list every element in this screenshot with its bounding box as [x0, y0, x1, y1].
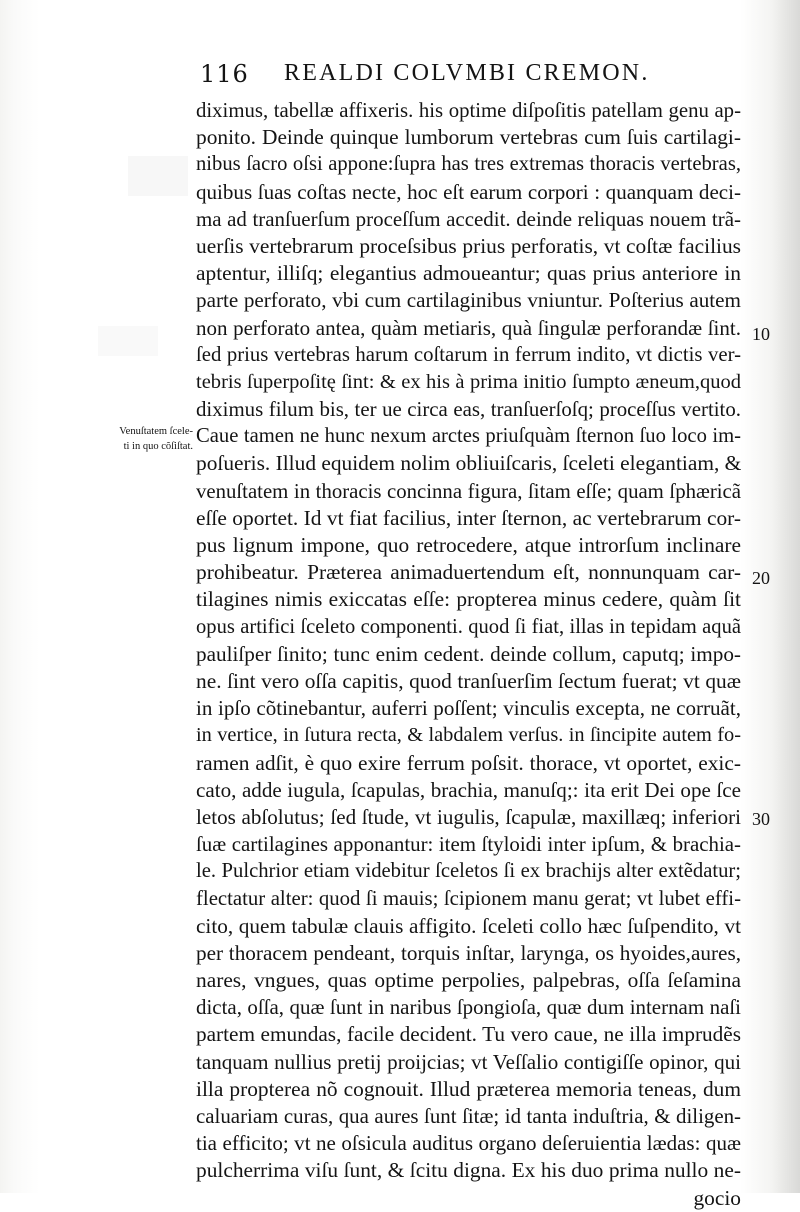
text-line: caluariam curas, qua aures ſunt ſitæ; id tanta induſtria, & diligen-: [196, 1103, 741, 1128]
text-line: nares, vngues, quas optime perpolies, palpebras, oſſa ſeſamina: [196, 968, 741, 992]
text-line: letos abſolutus; ſed ſtude, vt iugulis, ſcapulæ, maxillæq; inferiori: [196, 804, 741, 829]
line-number-20: 20: [752, 568, 770, 588]
text-line: pus lignum impone, quo retrocedere, atque introrſum inclinare: [196, 533, 741, 557]
catchword: gocio: [693, 1185, 741, 1210]
text-line: uerſis vertebrarum proceſsibus prius perforatis, vt coſtæ facilius: [196, 233, 741, 258]
text-line: ramen adſit, è quo exire ferrum poſsit. thorace, vt oportet, exic-: [196, 750, 741, 775]
text-line: flectatur alter: quod ſi mauis; ſcipionem manu gerat; vt lubet effi-: [196, 887, 741, 911]
text-line: tilagines nimis exiccatas eſſe: propterea minus cedere, quàm ſit: [196, 587, 741, 612]
marginal-note-line: ti in quo cõſiſtat.: [123, 441, 193, 452]
text-line: nibus ſacro oſsi appone:ſupra has tres extremas thoracis vertebras,: [196, 153, 741, 176]
text-line: pulcherrima viſu ſunt, & ſcitu digna. Ex his duo prima nullo ne-: [196, 1158, 741, 1183]
page-number: 116: [200, 60, 249, 88]
text-line: le. Pulchrior etiam videbitur ſceletos ſi ex brachijs alter extẽdatur;: [196, 860, 741, 883]
text-line: cito, quem tabulæ clauis affigito. ſceleti collo hæc ſuſpendito, vt: [196, 913, 741, 938]
text-line: aptentur, illiſq; elegantius admoueantur; quas prius anteriore in: [196, 261, 741, 286]
text-line: ſed prius vertebras harum coſtarum in ferrum indito, vt dictis ver-: [196, 343, 741, 366]
text-line: prohibeatur. Præterea animaduertendum eſt, nonnunquam car-: [196, 560, 741, 585]
page-edge-shadow: [770, 0, 800, 1193]
text-line: eſſe oportet. Id vt fiat facilius, inter ſternon, ac vertebrarum cor-: [196, 505, 741, 530]
text-line: diximus, tabellæ affixeris. his optime diſpoſitis patellam genu ap-: [196, 99, 741, 122]
text-line: in vertice, in ſutura recta, & labdalem verſus. in ſincipite autem fo-: [196, 724, 741, 747]
marginal-note: [88, 424, 193, 454]
text-line: ma ad tranſuerſum proceſſum accedit. deinde reliquas nouem trã-: [196, 206, 741, 231]
text-line: tanquam nullius pretij proijcias; vt Veſſalio contigiſſe opinor, qui: [196, 1049, 741, 1074]
text-line: quibus ſuas coſtas necte, hoc eſt earum corpori : quanquam deci-: [196, 179, 741, 204]
text-line: cato, adde iugula, ſcapulas, brachia, manuſq;: ita erit Dei ope ſce: [196, 777, 741, 802]
text-line: opus artifici ſceleto componenti. quod ſi fiat, illas in tepidam aquã: [196, 615, 741, 638]
marginal-note-line: Venuſtatem ſcele-: [119, 426, 193, 437]
bleed-through-mark: [128, 156, 188, 196]
line-number-30: 30: [752, 809, 770, 829]
text-line: venuſtatem in thoracis concinna figura, ſitam eſſe; quam ſphæricã: [196, 479, 741, 503]
running-title: REALDI COLVMBI CREMON.: [284, 60, 650, 86]
text-line: tia efficito; vt ne oſsicula auditus organo deſeruientia lædas: quæ: [196, 1131, 741, 1156]
text-line: in ipſo cõtinebantur, auferri poſſent; vinculis excepta, ne corruãt,: [196, 696, 741, 721]
text-line: ponito. Deinde quinque lumborum vertebras cum ſuis cartilagi-: [196, 125, 741, 150]
text-line: non perforato antea, quàm metiaris, quà ſingulæ perforandæ ſint.: [196, 315, 741, 340]
text-line: ſuæ cartilagines apponantur: item ſtyloidi inter ipſum, & brachia-: [196, 832, 741, 857]
text-line: parte perforato, vbi cum cartilaginibus vniuntur. Poſterius autem: [196, 288, 741, 313]
text-line: ne. ſint vero oſſa capitis, quod tranſuerſim ſectum fuerat; vt quæ: [196, 668, 741, 693]
text-line: per thoracem pendeant, torquis inſtar, larynga, os hyoides,aures,: [196, 940, 741, 965]
text-line: tebris ſuperpoſitę ſint: & ex his à prima initio ſumpto æneum,quod: [196, 370, 741, 393]
line-number-10: 10: [752, 324, 770, 344]
text-line: dicta, oſſa, quæ ſunt in naribus ſpongioſa, quæ dum internam naſi: [196, 995, 741, 1020]
text-line: illa propterea nõ cognouit. Illud præterea memoria teneas, dum: [196, 1076, 741, 1101]
text-line: diximus filum bis, ter ue circa eas, tranſuerſoſq; proceſſus vertito.: [196, 397, 741, 422]
body-text: [196, 97, 741, 1212]
text-line: Caue tamen ne hunc nexum arctes priuſquàm ſternon ſuo loco im-: [196, 425, 741, 448]
text-line: pauliſper ſinito; tunc enim cedent. deinde collum, caputq; impo-: [196, 641, 741, 666]
running-head: [196, 60, 666, 94]
text-line: partem emundas, facile decident. Tu vero caue, ne illa imprudẽs: [196, 1022, 741, 1047]
text-line: poſueris. Illud equidem nolim obliuiſcaris, ſceleti elegantiam, &: [196, 451, 742, 476]
bleed-through-mark: [98, 326, 158, 356]
